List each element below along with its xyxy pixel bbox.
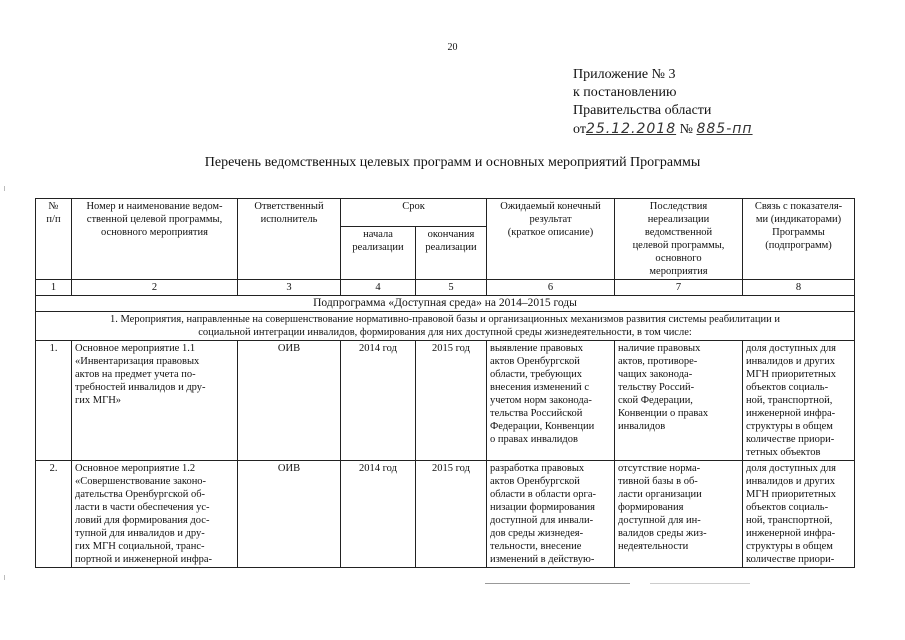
row-start: 2014 год <box>341 341 416 461</box>
table-row <box>36 341 855 461</box>
handwritten-number: 885-пп <box>696 121 753 137</box>
appendix-line-3: Правительства области <box>573 103 712 118</box>
row-executor: ОИВ <box>238 341 341 461</box>
row-end: 2015 год <box>416 341 487 461</box>
scan-artifact-line <box>650 583 750 584</box>
section-row <box>36 312 855 341</box>
appendix-line-2: к постановлению <box>573 85 677 100</box>
appendix-block <box>573 66 753 139</box>
handwritten-date: 25.12.2018 <box>585 121 677 137</box>
column-numbers-row <box>36 280 855 296</box>
row-result: выявление правовых актов Оренбургской области, требующих внесения изменений с учетом норм законода- тельства Российской Федерации, Конвенции о правах инвалидов <box>487 341 615 461</box>
programs-table <box>35 198 855 568</box>
header-num: № п/п <box>36 199 72 280</box>
col-number: 1 <box>36 280 72 296</box>
col-number: 2 <box>72 280 238 296</box>
subprogram-row <box>36 296 855 312</box>
header-executor: Ответственный исполнитель <box>238 199 341 280</box>
row-result: разработка правовых актов Оренбургской области в области орга- низации формирования доступной для инвали- дов среды жизнедея- тельности, внесение изменений в действую- <box>487 461 615 568</box>
scan-edge-mark <box>4 575 5 580</box>
col-number: 6 <box>487 280 615 296</box>
header-term: Срок <box>341 199 487 227</box>
row-start: 2014 год <box>341 461 416 568</box>
scan-edge-mark <box>4 186 5 191</box>
col-number: 4 <box>341 280 416 296</box>
header-start: начала реализации <box>341 227 416 280</box>
row-num: 2. <box>36 461 72 568</box>
section-title: 1. Мероприятия, направленные на совершенствование нормативно-правовой базы и организационных механизмов развития системы реабилитации и социальной интеграции инвалидов, формирования для них доступной среды жизнедеятельности, в том числе: <box>36 312 855 341</box>
row-end: 2015 год <box>416 461 487 568</box>
scan-artifact-line <box>485 583 630 584</box>
row-name: Основное мероприятие 1.2 «Совершенствование законо- дательства Оренбургской об- ласти в части обеспечения ус- ловий для формирования дос- тупной для инвалидов и дру- гих МГН социальной, транс- портной и инженерной инфра- <box>72 461 238 568</box>
row-num: 1. <box>36 341 72 461</box>
number-prefix: № <box>679 122 693 137</box>
col-number: 3 <box>238 280 341 296</box>
row-executor: ОИВ <box>238 461 341 568</box>
date-prefix: от <box>573 122 586 137</box>
col-number: 5 <box>416 280 487 296</box>
row-consequences: отсутствие норма- тивной базы в об- ласти организации формирования доступной для ин- валидов среды жиз- недеятельности <box>615 461 743 568</box>
page-number: 20 <box>447 42 458 53</box>
col-number: 7 <box>615 280 743 296</box>
row-name: Основное мероприятие 1.1 «Инвентаризация правовых актов на предмет учета по- требностей инвалидов и дру- гих МГН» <box>72 341 238 461</box>
header-end: окончания реализации <box>416 227 487 280</box>
row-link: доля доступных для инвалидов и других МГН приоритетных объектов социаль- ной, транспортной, инженерной инфра- структуры в общем количестве приори- тетных объектов <box>743 341 855 461</box>
appendix-date-line <box>573 120 753 139</box>
subprogram-title: Подпрограмма «Доступная среда» на 2014–2015 годы <box>36 296 855 312</box>
table-row <box>36 461 855 568</box>
header-result: Ожидаемый конечный результат (краткое описание) <box>487 199 615 280</box>
header-row-1 <box>36 199 855 227</box>
document-title: Перечень ведомственных целевых программ и основных мероприятий Программы <box>204 155 701 170</box>
row-link: доля доступных для инвалидов и других МГН приоритетных объектов социаль- ной, транспортной, инженерной инфра- структуры в общем количестве приори- <box>743 461 855 568</box>
header-consequences: Последствия нереализации ведомственной целевой программы, основного мероприятия <box>615 199 743 280</box>
appendix-line-1: Приложение № 3 <box>573 67 676 82</box>
row-consequences: наличие правовых актов, противоре- чащих законода- тельству Россий- ской Федерации, Конвенции о правах инвалидов <box>615 341 743 461</box>
col-number: 8 <box>743 280 855 296</box>
header-link: Связь с показателя- ми (индикаторами) Программы (подпрограмм) <box>743 199 855 280</box>
header-name: Номер и наименование ведом- ственной целевой программы, основного мероприятия <box>72 199 238 280</box>
